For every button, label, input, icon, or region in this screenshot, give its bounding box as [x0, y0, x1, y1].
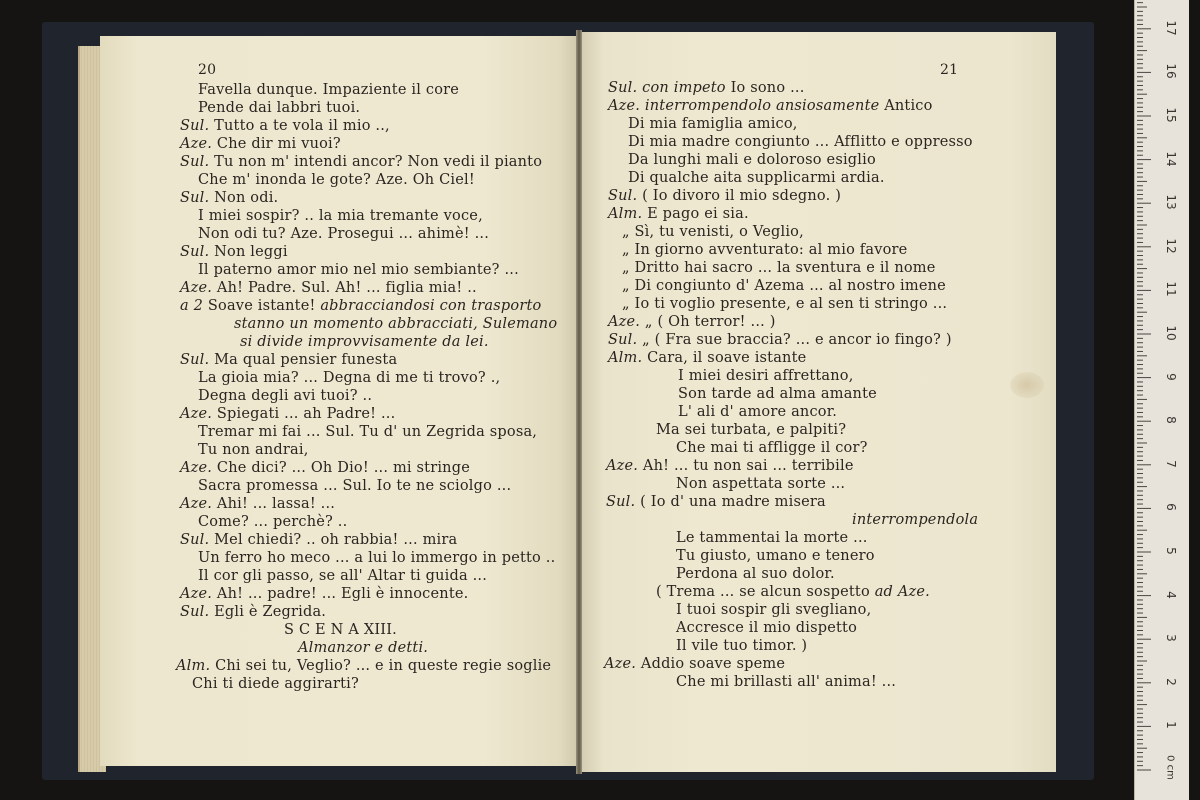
verse-text: „ ( Oh terror! ... ) — [640, 314, 776, 330]
speaker-label: Sul. — [180, 118, 210, 134]
right-page-line — [628, 170, 885, 186]
right-page-line — [656, 422, 846, 438]
left-page-line — [198, 226, 489, 242]
speaker-label: Sul. — [180, 244, 210, 260]
verse-text: Soave istante! — [203, 298, 321, 314]
verse-text: Ah! ... tu non sai ... terribile — [638, 458, 854, 474]
right-page-line — [608, 350, 806, 366]
left-page-line — [198, 100, 360, 116]
verse-text: Tu non andrai, — [198, 442, 309, 458]
verse-text: Non odi. — [209, 190, 279, 206]
left-page-line — [180, 586, 468, 602]
ruler-label: 3 — [1164, 634, 1178, 642]
verse-text: I miei sospir? .. la mia tremante voce, — [198, 208, 483, 224]
verse-text: „ Dritto hai sacro ... la sventura e il nome — [622, 260, 936, 276]
right-page-line — [852, 512, 978, 528]
verse-text: Tutto a te vola il mio .., — [209, 118, 390, 134]
stage-direction: ad Aze. — [874, 584, 930, 600]
speaker-label: Sul. — [608, 80, 638, 96]
right-page-line — [676, 476, 845, 492]
verse-text: Ma qual pensier funesta — [209, 352, 398, 368]
verse-text: „ ( Fra sue braccia? ... e ancor io fingo? ) — [637, 332, 952, 348]
right-page-line — [608, 98, 933, 114]
verse-text: Spiegati ... ah Padre! ... — [212, 406, 396, 422]
verse-text: ( Io d' una madre misera — [635, 494, 826, 510]
verse-text: Pende dai labbri tuoi. — [198, 100, 361, 116]
right-page-line — [676, 638, 807, 654]
speaker-label: Aze. — [180, 586, 213, 602]
right-page-number: 21 — [940, 62, 959, 78]
book-gutter — [576, 30, 582, 774]
verse-text: I tuoi sospir gli svegliano, — [676, 602, 872, 618]
speaker-label: Aze. — [180, 460, 213, 476]
right-page-line — [676, 602, 871, 618]
speaker-label: Alm. — [176, 658, 211, 674]
ruler-label: 6 — [1164, 503, 1178, 512]
speaker-label: Alm. — [608, 206, 643, 222]
stage-direction: stanno un momento abbracciati, Sulemano — [234, 316, 558, 332]
verse-text: Perdona al suo dolor. — [676, 566, 835, 582]
paper-stain — [1010, 372, 1044, 398]
stage-direction: abbracciandosi con trasporto — [320, 298, 542, 314]
right-page-line — [676, 674, 896, 690]
left-page-line — [180, 190, 278, 206]
right-page-line — [608, 314, 776, 330]
right-page-line — [628, 134, 973, 150]
stage-direction: interrompendola — [852, 512, 979, 528]
right-page-line — [676, 530, 868, 546]
left-page-line — [284, 622, 397, 638]
verse-text: Addio soave speme — [636, 656, 786, 672]
speaker-label: Sul. — [180, 604, 210, 620]
verse-text: Ahi! ... lassa! ... — [212, 496, 336, 512]
right-page-line — [628, 152, 876, 168]
right-page-line — [606, 458, 854, 474]
left-page-line — [180, 496, 335, 512]
right-page-line — [676, 548, 875, 564]
verse-text: Sacra promessa ... Sul. Io te ne sciolgo ... — [198, 478, 512, 494]
right-page-line — [606, 494, 826, 510]
ruler-label: 13 — [1164, 194, 1178, 210]
speaker-label: Alm. — [608, 350, 643, 366]
right-page-line — [608, 206, 749, 222]
verse-text: Il cor gli passo, se all' Altar ti guida ... — [198, 568, 488, 584]
right-page-line — [676, 440, 868, 456]
verse-text: „ In giorno avventurato: al mio favore — [622, 242, 908, 258]
ruler-label: 17 — [1164, 20, 1178, 36]
speaker-label: Sul. — [608, 332, 638, 348]
ruler-label: 11 — [1164, 281, 1178, 298]
left-page-line — [198, 208, 483, 224]
stage-direction: interrompendolo ansiosamente — [640, 98, 885, 114]
speaker-label: Sul. — [180, 352, 210, 368]
verse-text: „ Di congiunto d' Azema ... al nostro imene — [622, 278, 946, 294]
verse-text: ( Trema ... se alcun sospetto — [656, 584, 875, 600]
verse-text: Un ferro ho meco ... a lui lo immergo in petto .. — [198, 550, 556, 566]
verse-text: Ma sei turbata, e palpiti? — [656, 422, 847, 438]
ruler-ticks — [1135, 0, 1189, 800]
speaker-label: Aze. — [608, 314, 641, 330]
verse-text: Le tammentai la morte ... — [676, 530, 868, 546]
left-page-line — [198, 514, 347, 530]
verse-text: ( Io divoro il mio sdegno. ) — [637, 188, 842, 204]
left-page-line — [180, 244, 288, 260]
speaker-label: Aze. — [180, 496, 213, 512]
verse-text: Il vile tuo timor. ) — [676, 638, 808, 654]
speaker-label: Aze. — [180, 406, 213, 422]
verse-text: Chi sei tu, Veglio? ... e in queste regie soglie — [210, 658, 552, 674]
left-page-line — [198, 478, 511, 494]
left-page-line — [298, 640, 428, 656]
speaker-label: Aze. — [608, 98, 641, 114]
left-page-line — [234, 316, 557, 332]
verse-text: Mel chiedi? .. oh rabbia! ... mira — [209, 532, 458, 548]
verse-text: Da lunghi mali e doloroso esiglio — [628, 152, 876, 168]
verse-text: Non leggi — [209, 244, 288, 260]
verse-text: Come? ... perchè? .. — [198, 514, 348, 530]
right-page-line — [676, 566, 835, 582]
left-page-line — [198, 172, 475, 188]
verse-text: Il paterno amor mio nel mio sembiante? ... — [198, 262, 519, 278]
left-page-line — [198, 262, 519, 278]
ruler-label: 10 — [1164, 325, 1178, 341]
right-page-line — [622, 278, 946, 294]
speaker-label: Sul. — [180, 532, 210, 548]
left-page-line — [180, 136, 341, 152]
verse-text: Egli è Zegrida. — [209, 604, 327, 620]
verse-text: „ Io ti voglio presente, e al sen ti stringo ... — [622, 296, 948, 312]
left-page-line — [180, 460, 470, 476]
measuring-ruler — [1134, 0, 1189, 800]
verse-text: Accresce il mio dispetto — [676, 620, 857, 636]
speaker-label: Sul. — [606, 494, 636, 510]
verse-text: Son tarde ad alma amante — [678, 386, 877, 402]
ruler-label: 4 — [1164, 590, 1178, 599]
ruler-label: 5 — [1164, 547, 1178, 555]
right-page-line — [608, 188, 841, 204]
left-page-line — [180, 604, 326, 620]
verse-text: Tu giusto, umano e tenero — [676, 548, 875, 564]
ruler-label: 9 — [1164, 372, 1178, 381]
verse-text: Degna degli avi tuoi? .. — [198, 388, 373, 404]
right-page-line — [608, 332, 952, 348]
left-page-line — [198, 568, 487, 584]
verse-text: Che m' inonda le gote? Aze. Oh Ciel! — [198, 172, 475, 188]
right-page-line — [608, 80, 805, 96]
left-page-line — [180, 406, 395, 422]
verse-text: Di qualche aita supplicarmi ardia. — [628, 170, 885, 186]
speaker-label: Aze. — [180, 280, 213, 296]
verse-text: Che dir mi vuoi? — [212, 136, 341, 152]
ruler-label: 0 cm — [1164, 755, 1176, 780]
ruler-label: 1 — [1164, 721, 1178, 730]
verse-text: Tu non m' intendi ancor? Non vedi il pianto — [209, 154, 543, 170]
right-page-line — [656, 584, 930, 600]
ruler-label: 12 — [1164, 238, 1178, 254]
right-page-line — [622, 260, 936, 276]
left-page-line — [240, 334, 489, 350]
left-page-line — [192, 676, 359, 692]
verse-text: Antico — [884, 98, 933, 114]
verse-text: Che mi brillasti all' anima! ... — [676, 674, 897, 690]
verse-text: Ah! ... padre! ... Egli è innocente. — [212, 586, 469, 602]
right-page-line — [604, 656, 785, 672]
verse-text: Non aspettata sorte ... — [676, 476, 846, 492]
stage-direction: si divide improvvisamente da lei. — [240, 334, 489, 350]
left-page-line — [198, 82, 459, 98]
left-page-line — [198, 442, 309, 458]
verse-text: L' ali d' amore ancor. — [678, 404, 838, 420]
right-page-line — [678, 386, 877, 402]
left-page-line — [180, 352, 397, 368]
left-page-line — [198, 388, 372, 404]
left-page-line — [180, 118, 390, 134]
verse-text: La gioia mia? ... Degna di me ti trovo? ., — [198, 370, 501, 386]
stage-direction: Almanzor e detti. — [298, 640, 429, 656]
left-page-line — [198, 370, 500, 386]
ruler-label: 2 — [1164, 677, 1178, 686]
left-page-number: 20 — [198, 62, 217, 78]
right-page-line — [678, 404, 837, 420]
verse-text: Ah! Padre. Sul. Ah! ... figlia mia! .. — [212, 280, 477, 296]
verse-text: Non odi tu? Aze. Prosegui ... ahimè! ... — [198, 226, 490, 242]
verse-text: Cara, il soave istante — [642, 350, 807, 366]
verse-text: Di mia madre congiunto ... Afflitto e oppresso — [628, 134, 973, 150]
ruler-label: 7 — [1164, 459, 1178, 468]
verse-text: Che mai ti affligge il cor? — [676, 440, 868, 456]
ruler-label: 14 — [1164, 150, 1178, 167]
right-page-line — [622, 242, 907, 258]
left-page-line — [198, 550, 555, 566]
right-page-line — [628, 116, 798, 132]
ruler-label: 16 — [1164, 63, 1178, 80]
verse-text: E pago ei sia. — [642, 206, 749, 222]
verse-text: „ Sì, tu venisti, o Veglio, — [622, 224, 804, 240]
speaker-label: Sul. — [180, 190, 210, 206]
verse-text: I miei desiri affrettano, — [678, 368, 854, 384]
verse-text: S C E N A XIII. — [284, 622, 397, 638]
verse-text: Favella dunque. Impaziente il core — [198, 82, 460, 98]
speaker-label: Sul. — [608, 188, 638, 204]
right-page-line — [676, 620, 857, 636]
verse-text: Chi ti diede aggirarti? — [192, 676, 359, 692]
ruler-label: 15 — [1164, 107, 1178, 123]
verse-text: Di mia famiglia amico, — [628, 116, 798, 132]
verse-text: Tremar mi fai ... Sul. Tu d' un Zegrida sposa, — [198, 424, 538, 440]
right-page-line — [622, 224, 804, 240]
right-page-line — [678, 368, 854, 384]
speaker-label: Aze. — [604, 656, 637, 672]
speaker-label: Aze. — [606, 458, 639, 474]
left-page-line — [198, 424, 537, 440]
speaker-label: Aze. — [180, 136, 213, 152]
speaker-label: a 2 — [180, 298, 204, 314]
left-page-line — [180, 298, 541, 314]
ruler-label: 8 — [1164, 416, 1178, 424]
speaker-label: Sul. — [180, 154, 210, 170]
left-page-line — [180, 532, 457, 548]
left-page-line — [176, 658, 551, 674]
left-page-line — [180, 154, 542, 170]
right-page-line — [622, 296, 947, 312]
stage-direction: con impeto — [637, 80, 731, 96]
verse-text: Che dici? ... Oh Dio! ... mi stringe — [212, 460, 470, 476]
left-page-line — [180, 280, 477, 296]
verse-text: Io sono ... — [730, 80, 805, 96]
